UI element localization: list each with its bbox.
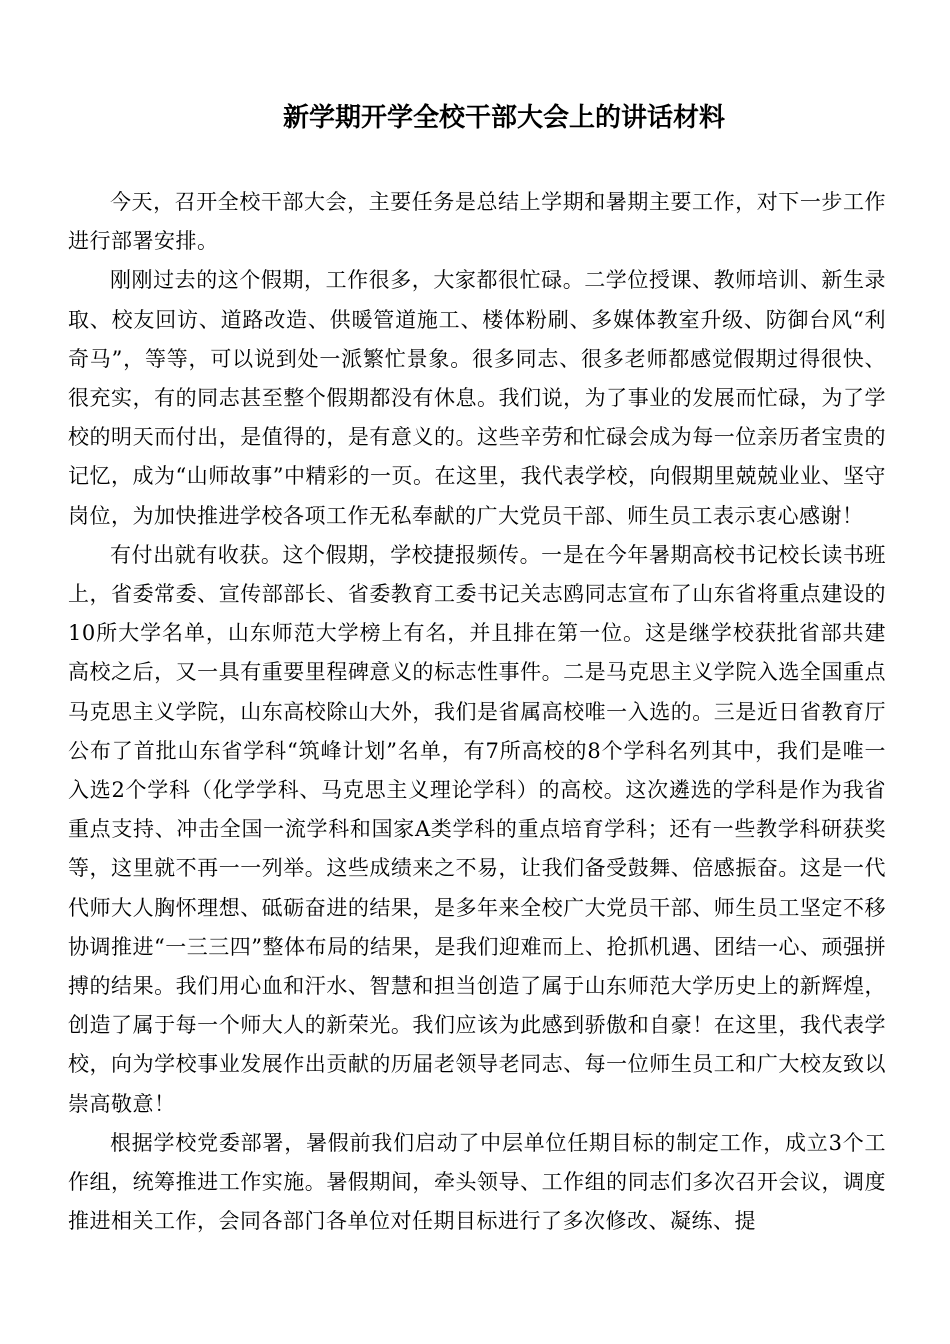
- paragraph-summer-work: 刚刚过去的这个假期，工作很多，大家都很忙碌。二学位授课、教师培训、新生录取、校友回访、道路改造、供暖管道施工、楼体粉刷、多媒体教室升级、防御台风“利奇马”，等等，可以说到处一派繁忙景象。很多同志、很多老师都感觉假期过得很快、很充实，有的同志甚至整个假期都没有休息。我们说，为了事业的发展而忙碌，为了学校的明天而付出，是值得的，是有意义的。这些辛劳和忙碌会成为每一位亲历者宝贵的记忆，成为“山师故事”中精彩的一页。在这里，我代表学校，向假期里兢兢业业、坚守岗位，为加快推进学校各项工作无私奉献的广大党员干部、师生员工表示衷心感谢！: [68, 268, 886, 528]
- document-body: [68, 183, 886, 1241]
- paragraph-opening: 今天，召开全校干部大会，主要任务是总结上学期和暑期主要工作，对下一步工作进行部署安排。: [68, 190, 886, 254]
- paragraph-achievements: 有付出就有收获。这个假期，学校捷报频传。一是在今年暑期高校书记校长读书班上，省委常委、宣传部部长、省委教育工委书记关志鸥同志宣布了山东省将重点建设的10所大学名单，山东师范大学榜上有名，并且排在第一位。这是继学校获批省部共建高校之后，又一具有重要里程碑意义的标志性事件。二是马克思主义学院入选全国重点马克思主义学院，山东高校除山大外，我们是省属高校唯一入选的。三是近日省教育厅公布了首批山东省学科“筑峰计划”名单，有7所高校的8个学科名列其中，我们是唯一入选2个学科（化学学科、马克思主义理论学科）的高校。这次遴选的学科是作为我省重点支持、冲击全国一流学科和国家A类学科的重点培育学科；还有一些教学科研获奖等，这里就不再一一列举。这些成绩来之不易，让我们备受鼓舞、倍感振奋。这是一代代师大人胸怀理想、砥砺奋进的结果，是多年来全校广大党员干部、师生员工坚定不移协调推进“一三三四”整体布局的结果，是我们迎难而上、抢抓机遇、团结一心、顽强拼搏的结果。我们用心血和汗水、智慧和担当创造了属于山东师范大学历史上的新辉煌，创造了属于每一个师大人的新荣光。我们应该为此感到骄傲和自豪！在这里，我代表学校，向为学校事业发展作出贡献的历届老领导老同志、每一位师生员工和广大校友致以崇高敬意！: [68, 542, 886, 1116]
- paragraph-term-goals: 根据学校党委部署，暑假前我们启动了中层单位任期目标的制定工作，成立3个工作组，统筹推进工作实施。暑假期间，牵头领导、工作组的同志们多次召开会议，调度推进相关工作，会同各部门各单位对任期目标进行了多次修改、凝练、提: [68, 1130, 886, 1234]
- document-title: 新学期开学全校干部大会上的讲话材料: [282, 103, 725, 133]
